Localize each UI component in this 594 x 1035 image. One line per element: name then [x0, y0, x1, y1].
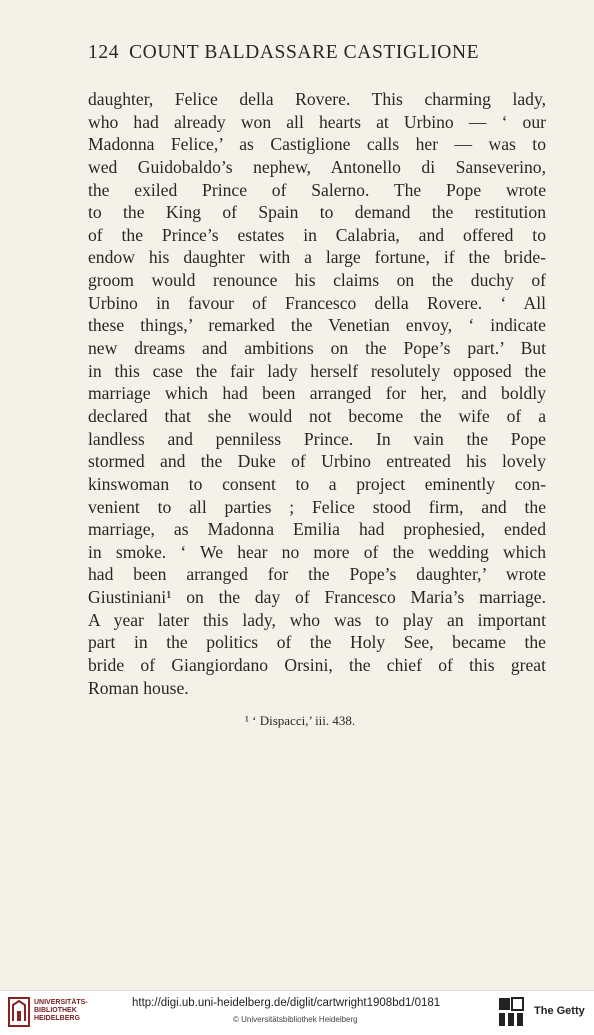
- running-header: [88, 42, 544, 64]
- text-line: wed Guidobaldo’s nephew, Antonello di Sanseverino,: [88, 156, 546, 177]
- text-line: venient to all parties ; Felice stood firm, and the: [88, 496, 546, 517]
- text-line: new dreams and ambitions on the Pope’s part.’ But: [88, 338, 546, 359]
- text-line: kinswoman to consent to a project eminently con-: [88, 473, 546, 494]
- text-line: in smoke. ‘ We hear no more of the wedding which: [88, 541, 546, 562]
- source-url-link[interactable]: http://digi.ub.uni-heidelberg.de/diglit/cartwright1908bd1/0181: [132, 997, 441, 1009]
- text-line: Roman house.: [88, 677, 189, 698]
- text-line: the exiled Prince of Salerno. The Pope wrote: [88, 179, 546, 200]
- text-line: to the King of Spain to demand the restitution: [88, 202, 546, 223]
- text-line: endow his daughter with a large fortune, if the bride-: [88, 247, 546, 268]
- text-line: who had already won all hearts at Urbino — ‘ our: [88, 111, 546, 132]
- page-number: 124: [88, 42, 120, 63]
- text-line: part in the politics of the Holy See, became the: [88, 632, 546, 653]
- text-line: marriage, as Madonna Emilia had prophesied, ended: [88, 519, 546, 540]
- text-line: marriage which had been arranged for her, and boldly: [88, 383, 546, 404]
- university-seal-icon: [8, 997, 30, 1027]
- text-line: Madonna Felice,’ as Castiglione calls her — was to: [88, 134, 546, 155]
- text-line: A year later this lady, who was to play an important: [88, 609, 546, 630]
- text-line: declared that she would not become the wife of a: [88, 405, 546, 426]
- text-line: bride of Giangiordano Orsini, the chief of this great: [88, 655, 546, 676]
- copyright-notice: © Universitätsbibliothek Heidelberg: [233, 1015, 358, 1024]
- getty-logo-icon: [498, 997, 524, 1027]
- text-line: had been arranged for the Pope’s daughter,’ wrote: [88, 564, 546, 585]
- text-line: Giustiniani¹ on the day of Francesco Maria’s marriage.: [88, 587, 546, 608]
- text-line: in this case the fair lady herself resolutely opposed the: [88, 360, 546, 381]
- text-line: groom would renounce his claims on the duchy of: [88, 270, 546, 291]
- viewer-footer: [0, 990, 594, 1035]
- text-line: Urbino in favour of Francesco della Rovere. ‘ All: [88, 292, 546, 313]
- text-line: landless and penniless Prince. In vain the Pope: [88, 428, 546, 449]
- running-title: COUNT BALDASSARE CASTIGLIONE: [129, 42, 480, 63]
- library-name: UNIVERSITÄTS- BIBLIOTHEK HEIDELBERG: [34, 999, 88, 1022]
- text-line: stormed and the Duke of Urbino entreated his lovely: [88, 451, 546, 472]
- partner-name: The Getty: [534, 1005, 585, 1017]
- text-line: these things,’ remarked the Venetian envoy, ‘ indicate: [88, 315, 546, 336]
- text-line: daughter, Felice della Rovere. This charming lady,: [88, 89, 546, 109]
- body-text: [88, 88, 546, 699]
- text-line: of the Prince’s estates in Calabria, and offered to: [88, 224, 546, 245]
- footnote: ¹ ‘ Dispacci,’ iii. 438.: [245, 713, 356, 728]
